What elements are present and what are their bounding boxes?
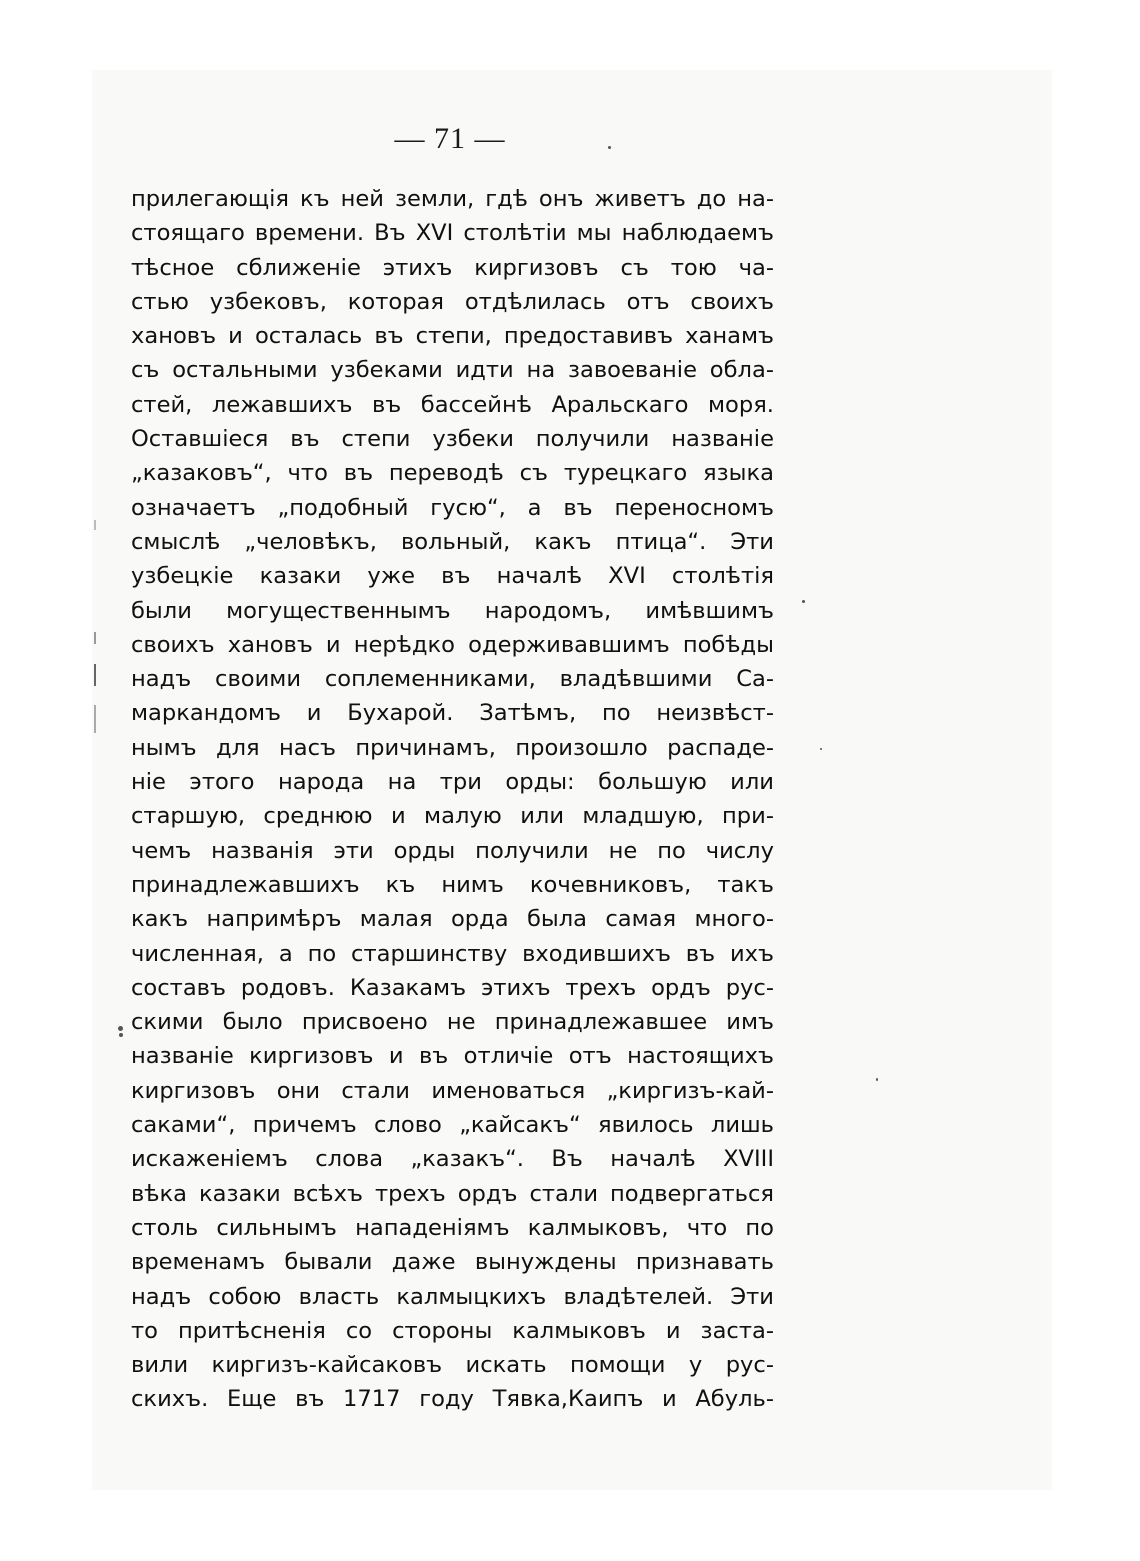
text-line: надъ своими соплеменниками, владѣвшими Са- xyxy=(131,666,774,693)
text-line: тѣсное сближеніе этихъ киргизовъ съ тою ча- xyxy=(131,254,774,281)
scan-speck xyxy=(118,1026,123,1031)
text-line: вили киргизъ-кайсаковъ искать помощи у рус- xyxy=(131,1352,774,1379)
scan-speck xyxy=(119,1033,123,1037)
text-line: надъ собою власть калмыцкихъ владѣтелей. Эти xyxy=(131,1283,774,1310)
text-line: саками“, причемъ слово „кайсакъ“ явилось лишь xyxy=(131,1112,774,1139)
text-line: временамъ бывали даже вынуждены признавать xyxy=(131,1249,774,1276)
scan-speck xyxy=(802,600,805,603)
text-line: какъ напримѣръ малая орда была самая много- xyxy=(131,906,774,933)
text-line: были могущественнымъ народомъ, имѣвшимъ xyxy=(131,597,774,624)
text-line: маркандомъ и Бухарой. Затѣмъ, по неизвѣст- xyxy=(131,700,774,727)
margin-mark xyxy=(94,632,96,644)
text-line: численная, а по старшинству входившихъ въ ихъ xyxy=(131,940,774,967)
text-line: чемъ названія эти орды получили не по числу xyxy=(131,837,774,864)
text-line: искаженіемъ слова „казакъ“. Въ началѣ XVIII xyxy=(131,1146,774,1173)
text-line: прилегающія къ ней земли, гдѣ онъ живетъ до на- xyxy=(131,186,774,212)
body-text xyxy=(131,182,774,1417)
text-line: означаетъ „подобный гусю“, а въ переносномъ xyxy=(131,494,774,521)
margin-mark xyxy=(94,664,96,686)
text-line: стью узбековъ, которая отдѣлилась отъ своихъ xyxy=(131,288,774,315)
margin-mark xyxy=(94,705,96,733)
text-line: скими было присвоено не принадлежавшее имъ xyxy=(131,1009,774,1036)
text-line: своихъ хановъ и нерѣдко одерживавшимъ побѣды xyxy=(131,631,774,658)
text-line: стей, лежавшихъ въ бассейнѣ Аральскаго моря. xyxy=(131,391,774,418)
text-line: съ остальными узбеками идти на завоеваніе обла- xyxy=(131,357,774,384)
text-line: ніе этого народа на три орды: большую или xyxy=(131,769,774,796)
scan-speck xyxy=(820,748,822,750)
text-line: названіе киргизовъ и въ отличіе отъ настоящихъ xyxy=(131,1043,774,1070)
text-line: Оставшіеся въ степи узбеки получили названіе xyxy=(131,426,774,453)
text-line: то притѣсненія со стороны калмыковъ и заста- xyxy=(131,1317,774,1344)
text-line: узбецкіе казаки уже въ началѣ XVI столѣтія xyxy=(131,563,774,590)
text-line: киргизовъ они стали именоваться „киргизъ-кай- xyxy=(131,1077,774,1104)
text-line: старшую, среднюю и малую или младшую, при- xyxy=(131,803,774,830)
text-line: составъ родовъ. Казакамъ этихъ трехъ ордъ рус- xyxy=(131,974,774,1001)
text-line: столь сильнымъ нападеніямъ калмыковъ, что по xyxy=(131,1214,774,1241)
text-line: вѣка казаки всѣхъ трехъ ордъ стали подвергаться xyxy=(131,1180,774,1207)
text-line: смыслѣ „человѣкъ, вольный, какъ птица“. Эти xyxy=(131,528,774,555)
text-line: принадлежавшихъ къ нимъ кочевниковъ, такъ xyxy=(131,871,774,898)
text-line: нымъ для насъ причинамъ, произошло распаде- xyxy=(131,734,774,761)
page-number: — 71 — xyxy=(394,122,506,155)
text-line: хановъ и осталась въ степи, предоставивъ ханамъ xyxy=(131,323,774,350)
margin-mark xyxy=(94,520,96,530)
text-line: стоящаго времени. Въ XVI столѣтіи мы наблюдаемъ xyxy=(131,220,774,247)
scan-speck xyxy=(876,1078,878,1081)
text-line: „казаковъ“, что въ переводѣ съ турецкаго языка xyxy=(131,460,774,487)
text-line: скихъ. Еще въ 1717 году Тявка,Каипъ и Абуль- xyxy=(131,1386,774,1413)
scan-speck xyxy=(608,146,611,149)
